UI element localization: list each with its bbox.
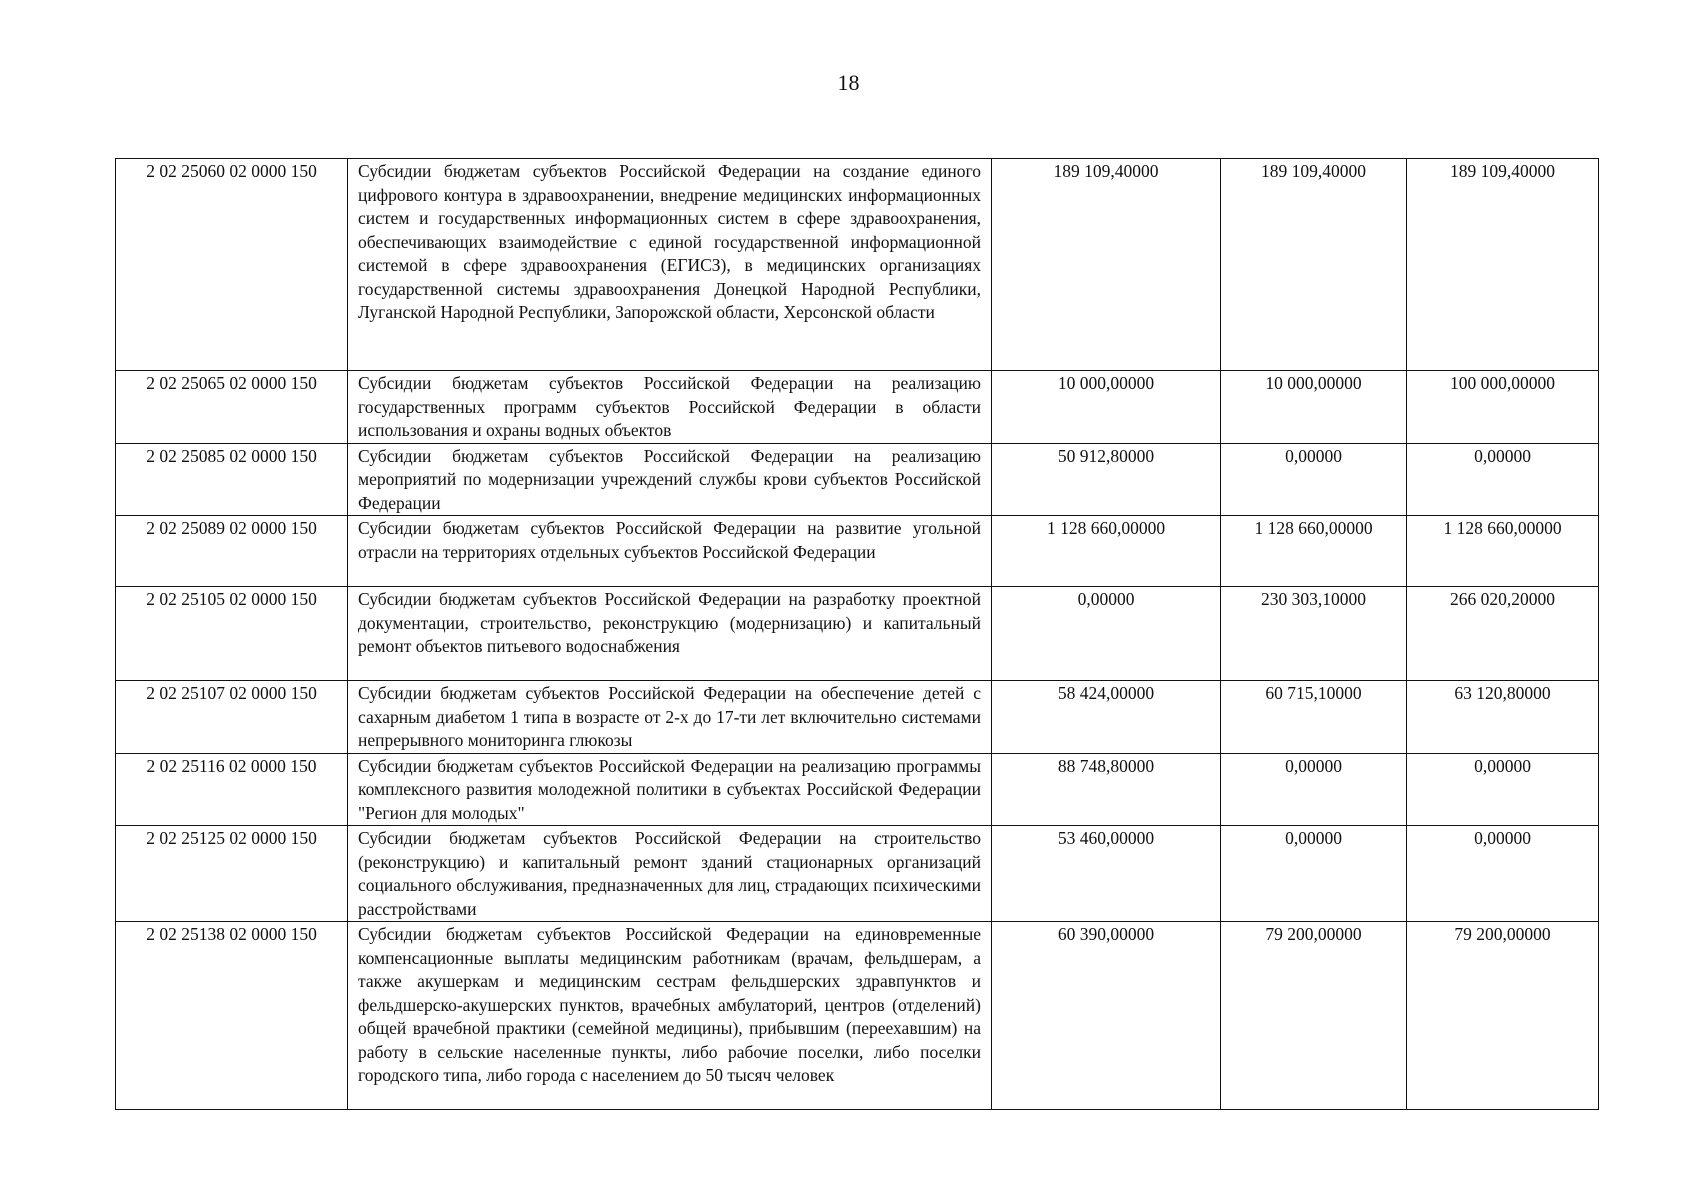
description-cell: Субсидии бюджетам субъектов Российской Федерации на единовременные компенсационные выплаты медицинским работникам (врачам, фельдшерам, а также акушеркам и медицинским сестрам фельдшерских здравпунктов и фельдшерско-акушерских пунктов, врачебных амбулаторий, центров (отделений) общей врачебной практики (семейной медицины), прибывшим (переехавшим) на работу в сельские населенные пункты, либо рабочие поселки, либо поселки городского типа, либо города с населением до 50 тысяч человек: [348, 922, 992, 1110]
description-cell: Субсидии бюджетам субъектов Российской Федерации на реализацию мероприятий по модернизации учреждений службы крови субъектов Российской Федерации: [348, 443, 992, 516]
budget-code-cell: 2 02 25107 02 0000 150: [116, 681, 348, 754]
description-cell: Субсидии бюджетам субъектов Российской Федерации на реализацию государственных программ субъектов Российской Федерации в области использования и охраны водных объектов: [348, 371, 992, 444]
amount-year2-cell: 0,00000: [1221, 753, 1407, 826]
page-number: 18: [837, 70, 860, 95]
budget-code-cell: 2 02 25125 02 0000 150: [116, 826, 348, 922]
budget-code-cell: 2 02 25105 02 0000 150: [116, 587, 348, 681]
amount-year1-cell: 58 424,00000: [992, 681, 1221, 754]
amount-year3-cell: 0,00000: [1407, 443, 1599, 516]
budget-code-cell: 2 02 25138 02 0000 150: [116, 922, 348, 1110]
amount-year2-cell: 79 200,00000: [1221, 922, 1407, 1110]
amount-year3-cell: 79 200,00000: [1407, 922, 1599, 1110]
amount-year3-cell: 0,00000: [1407, 826, 1599, 922]
table-row: [116, 516, 1599, 587]
amount-year2-cell: 10 000,00000: [1221, 371, 1407, 444]
table-row: [116, 587, 1599, 681]
description-cell: Субсидии бюджетам субъектов Российской Федерации на строительство (реконструкцию) и капитальный ремонт зданий стационарных организаций социального обслуживания, предназначенных для лиц, страдающих психическими расстройствами: [348, 826, 992, 922]
amount-year1-cell: 1 128 660,00000: [992, 516, 1221, 587]
amount-year1-cell: 0,00000: [992, 587, 1221, 681]
amount-year3-cell: 0,00000: [1407, 753, 1599, 826]
description-cell: Субсидии бюджетам субъектов Российской Федерации на обеспечение детей с сахарным диабетом 1 типа в возрасте от 2-х до 17-ти лет включительно системами непрерывного мониторинга глюкозы: [348, 681, 992, 754]
table-row: [116, 681, 1599, 754]
amount-year1-cell: 88 748,80000: [992, 753, 1221, 826]
amount-year2-cell: 0,00000: [1221, 443, 1407, 516]
description-cell: Субсидии бюджетам субъектов Российской Федерации на реализацию программы комплексного развития молодежной политики в субъектах Российской Федерации "Регион для молодых": [348, 753, 992, 826]
budget-revenue-table: [115, 158, 1599, 1110]
budget-code-cell: 2 02 25089 02 0000 150: [116, 516, 348, 587]
table-row: [116, 159, 1599, 371]
budget-code-cell: 2 02 25060 02 0000 150: [116, 159, 348, 371]
amount-year1-cell: 10 000,00000: [992, 371, 1221, 444]
amount-year3-cell: 100 000,00000: [1407, 371, 1599, 444]
amount-year1-cell: 53 460,00000: [992, 826, 1221, 922]
amount-year3-cell: 266 020,20000: [1407, 587, 1599, 681]
amount-year3-cell: 63 120,80000: [1407, 681, 1599, 754]
budget-code-cell: 2 02 25116 02 0000 150: [116, 753, 348, 826]
amount-year3-cell: 1 128 660,00000: [1407, 516, 1599, 587]
amount-year1-cell: 189 109,40000: [992, 159, 1221, 371]
amount-year2-cell: 189 109,40000: [1221, 159, 1407, 371]
table-row: [116, 922, 1599, 1110]
table-row: [116, 443, 1599, 516]
budget-code-cell: 2 02 25065 02 0000 150: [116, 371, 348, 444]
description-cell: Субсидии бюджетам субъектов Российской Федерации на создание единого цифрового контура в здравоохранении, внедрение медицинских информационных систем и государственных информационных систем в сфере здравоохранения, обеспечивающих взаимодействие с единой государственной информационной системой в сфере здравоохранения (ЕГИСЗ), в медицинских организациях государственной системы здравоохранения Донецкой Народной Республики, Луганской Народной Республики, Запорожской области, Херсонской области: [348, 159, 992, 371]
table-row: [116, 826, 1599, 922]
amount-year3-cell: 189 109,40000: [1407, 159, 1599, 371]
amount-year2-cell: 230 303,10000: [1221, 587, 1407, 681]
table-row: [116, 753, 1599, 826]
budget-code-cell: 2 02 25085 02 0000 150: [116, 443, 348, 516]
amount-year1-cell: 60 390,00000: [992, 922, 1221, 1110]
amount-year2-cell: 0,00000: [1221, 826, 1407, 922]
amount-year2-cell: 1 128 660,00000: [1221, 516, 1407, 587]
description-cell: Субсидии бюджетам субъектов Российской Федерации на разработку проектной документации, строительство, реконструкцию (модернизацию) и капитальный ремонт объектов питьевого водоснабжения: [348, 587, 992, 681]
amount-year2-cell: 60 715,10000: [1221, 681, 1407, 754]
amount-year1-cell: 50 912,80000: [992, 443, 1221, 516]
table-row: [116, 371, 1599, 444]
description-cell: Субсидии бюджетам субъектов Российской Федерации на развитие угольной отрасли на территориях отдельных субъектов Российской Федерации: [348, 516, 992, 587]
